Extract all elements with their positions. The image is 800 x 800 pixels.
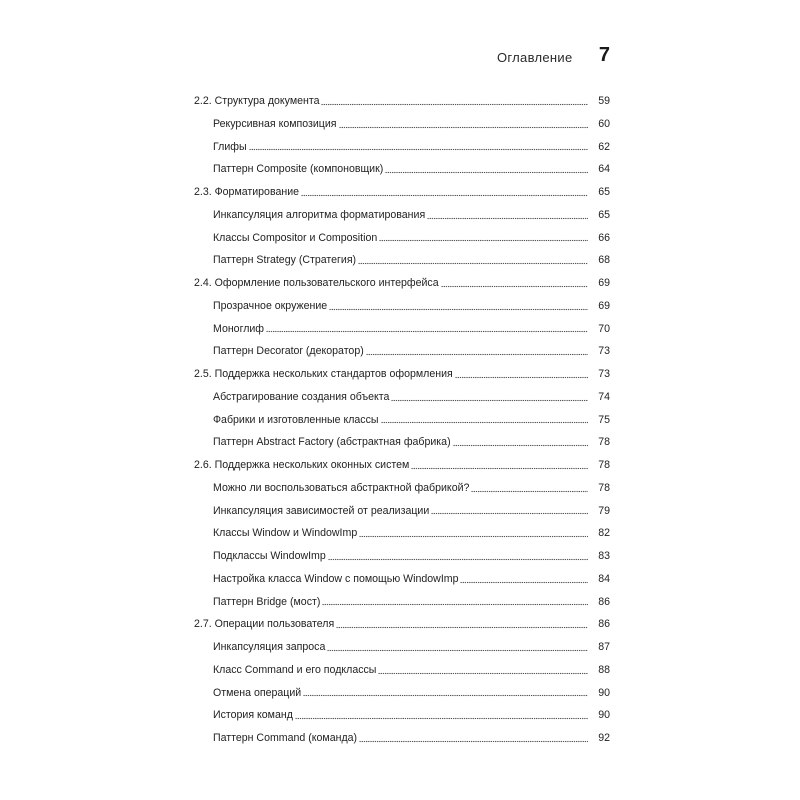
page-number: 7 (598, 44, 610, 66)
dot-leader (385, 171, 588, 174)
dot-leader (327, 649, 588, 652)
toc-subsection-entry[interactable] (194, 318, 610, 341)
toc-subsection-entry[interactable] (194, 227, 610, 250)
toc-entry-title: Рекурсивная композиция (213, 117, 337, 130)
toc-section-entry[interactable] (194, 613, 610, 636)
dot-leader (411, 467, 588, 470)
toc-entry-page: 78 (598, 459, 610, 472)
toc-entry-page: 92 (598, 732, 610, 745)
toc-subsection-entry[interactable] (194, 113, 610, 136)
toc-entry-page: 59 (598, 95, 610, 108)
toc-entry-title: Паттерн Abstract Factory (абстрактная фабрика) (213, 436, 451, 449)
toc-subsection-entry[interactable] (194, 431, 610, 454)
toc-entry-page: 90 (598, 709, 610, 722)
toc-entry-page: 75 (598, 413, 610, 426)
toc-subsection-entry[interactable] (194, 636, 610, 659)
toc-entry-title: Класс Command и его подклассы (213, 663, 377, 676)
toc-entry-title: Инкапсуляция алгоритма форматирования (213, 208, 426, 221)
toc-entry-page: 62 (598, 140, 610, 153)
dot-leader (303, 694, 588, 697)
toc-entry-page: 87 (598, 641, 610, 654)
dot-leader (391, 399, 588, 402)
toc-entry-page: 64 (598, 163, 610, 176)
toc-entry-page: 65 (598, 208, 610, 221)
toc-subsection-entry[interactable] (194, 204, 610, 227)
toc-subsection-entry[interactable] (194, 545, 610, 568)
toc-entry-page: 78 (598, 481, 610, 494)
dot-leader (329, 308, 588, 311)
toc-entry-title: Классы Window и WindowImp (213, 527, 358, 540)
toc-entry-page: 84 (598, 572, 610, 585)
toc-entry-title: Можно ли воспользоваться абстрактной фабрикой? (213, 481, 470, 494)
toc-entry-title: Инкапсуляция запроса (213, 641, 326, 654)
toc-subsection-entry[interactable] (194, 522, 610, 545)
toc-entry-title: Прозрачное окружение (213, 299, 328, 312)
running-header-title: Оглавление (497, 50, 573, 65)
toc-subsection-entry[interactable] (194, 295, 610, 318)
toc-subsection-entry[interactable] (194, 591, 610, 614)
toc-entry-title: Абстрагирование создания объекта (213, 390, 390, 403)
dot-leader (379, 239, 588, 242)
toc-entry-title: Моноглиф (213, 322, 265, 335)
toc-subsection-entry[interactable] (194, 136, 610, 159)
toc-section-entry[interactable] (194, 90, 610, 113)
toc-entry-title: Паттерн Composite (компоновщик) (213, 163, 384, 176)
toc-entry-page: 60 (598, 117, 610, 130)
dot-leader (321, 103, 588, 106)
toc-subsection-entry[interactable] (194, 659, 610, 682)
toc-entry-title: 2.7. Операции пользователя (194, 618, 335, 631)
dot-leader (301, 194, 588, 197)
dot-leader (441, 285, 588, 288)
dot-leader (322, 603, 588, 606)
toc-entry-title: Паттерн Decorator (декоратор) (213, 345, 364, 358)
toc-entry-title: 2.4. Оформление пользовательского интерфейса (194, 277, 439, 290)
toc-subsection-entry[interactable] (194, 386, 610, 409)
toc-entry-page: 82 (598, 527, 610, 540)
toc-entry-title: 2.5. Поддержка нескольких стандартов оформления (194, 368, 453, 381)
toc-entry-page: 88 (598, 663, 610, 676)
toc-subsection-entry[interactable] (194, 409, 610, 432)
toc-subsection-entry[interactable] (194, 477, 610, 500)
toc-entry-page: 86 (598, 595, 610, 608)
toc-entry-title: 2.6. Поддержка нескольких оконных систем (194, 459, 410, 472)
toc-entry-page: 78 (598, 436, 610, 449)
toc-subsection-entry[interactable] (194, 682, 610, 705)
toc-section-entry[interactable] (194, 181, 610, 204)
toc-entry-page: 86 (598, 618, 610, 631)
toc-entry-title: Фабрики и изготовленные классы (213, 413, 379, 426)
toc-entry-page: 66 (598, 231, 610, 244)
dot-leader (366, 353, 588, 356)
dot-leader (358, 262, 588, 265)
toc-entry-page: 68 (598, 254, 610, 267)
toc-subsection-entry[interactable] (194, 249, 610, 272)
toc-entry-title: Настройка класса Window с помощью WindowImp (213, 572, 459, 585)
toc-entry-title: Инкапсуляция зависимостей от реализации (213, 504, 430, 517)
toc-entry-page: 74 (598, 390, 610, 403)
toc-entry-title: Паттерн Command (команда) (213, 732, 358, 745)
toc-entry-page: 69 (598, 277, 610, 290)
toc-section-entry[interactable] (194, 454, 610, 477)
dot-leader (249, 148, 588, 151)
toc-subsection-entry[interactable] (194, 568, 610, 591)
toc-entry-page: 79 (598, 504, 610, 517)
dot-leader (328, 558, 588, 561)
toc-entry-title: Подклассы WindowImp (213, 550, 326, 563)
toc-entry-title: Паттерн Bridge (мост) (213, 595, 321, 608)
toc-entry-page: 83 (598, 550, 610, 563)
toc-subsection-entry[interactable] (194, 727, 610, 750)
running-header (497, 44, 610, 72)
dot-leader (339, 126, 588, 129)
dot-leader (359, 740, 588, 743)
toc-entry-page: 70 (598, 322, 610, 335)
toc-subsection-entry[interactable] (194, 158, 610, 181)
toc-entry-title: 2.3. Форматирование (194, 186, 300, 199)
toc-entry-page: 73 (598, 368, 610, 381)
toc-entry-title: История команд (213, 709, 293, 722)
toc-subsection-entry[interactable] (194, 704, 610, 727)
dot-leader (471, 490, 588, 493)
dot-leader (460, 581, 588, 584)
toc-section-entry[interactable] (194, 363, 610, 386)
toc-section-entry[interactable] (194, 272, 610, 295)
toc-entry-title: Глифы (213, 140, 247, 153)
table-of-contents (194, 90, 610, 750)
toc-subsection-entry[interactable] (194, 340, 610, 363)
dot-leader (336, 626, 588, 629)
dot-leader (453, 444, 588, 447)
dot-leader (266, 330, 588, 333)
dot-leader (427, 217, 588, 220)
dot-leader (431, 512, 588, 515)
dot-leader (295, 717, 588, 720)
dot-leader (359, 535, 588, 538)
toc-entry-title: Отмена операций (213, 686, 302, 699)
toc-entry-page: 65 (598, 186, 610, 199)
toc-entry-title: 2.2. Структура документа (194, 95, 320, 108)
toc-entry-page: 90 (598, 686, 610, 699)
toc-entry-page: 69 (598, 299, 610, 312)
dot-leader (455, 376, 588, 379)
toc-entry-title: Паттерн Strategy (Стратегия) (213, 254, 357, 267)
toc-entry-title: Классы Compositor и Composition (213, 231, 378, 244)
toc-subsection-entry[interactable] (194, 500, 610, 523)
toc-entry-page: 73 (598, 345, 610, 358)
dot-leader (381, 421, 588, 424)
dot-leader (378, 672, 588, 675)
